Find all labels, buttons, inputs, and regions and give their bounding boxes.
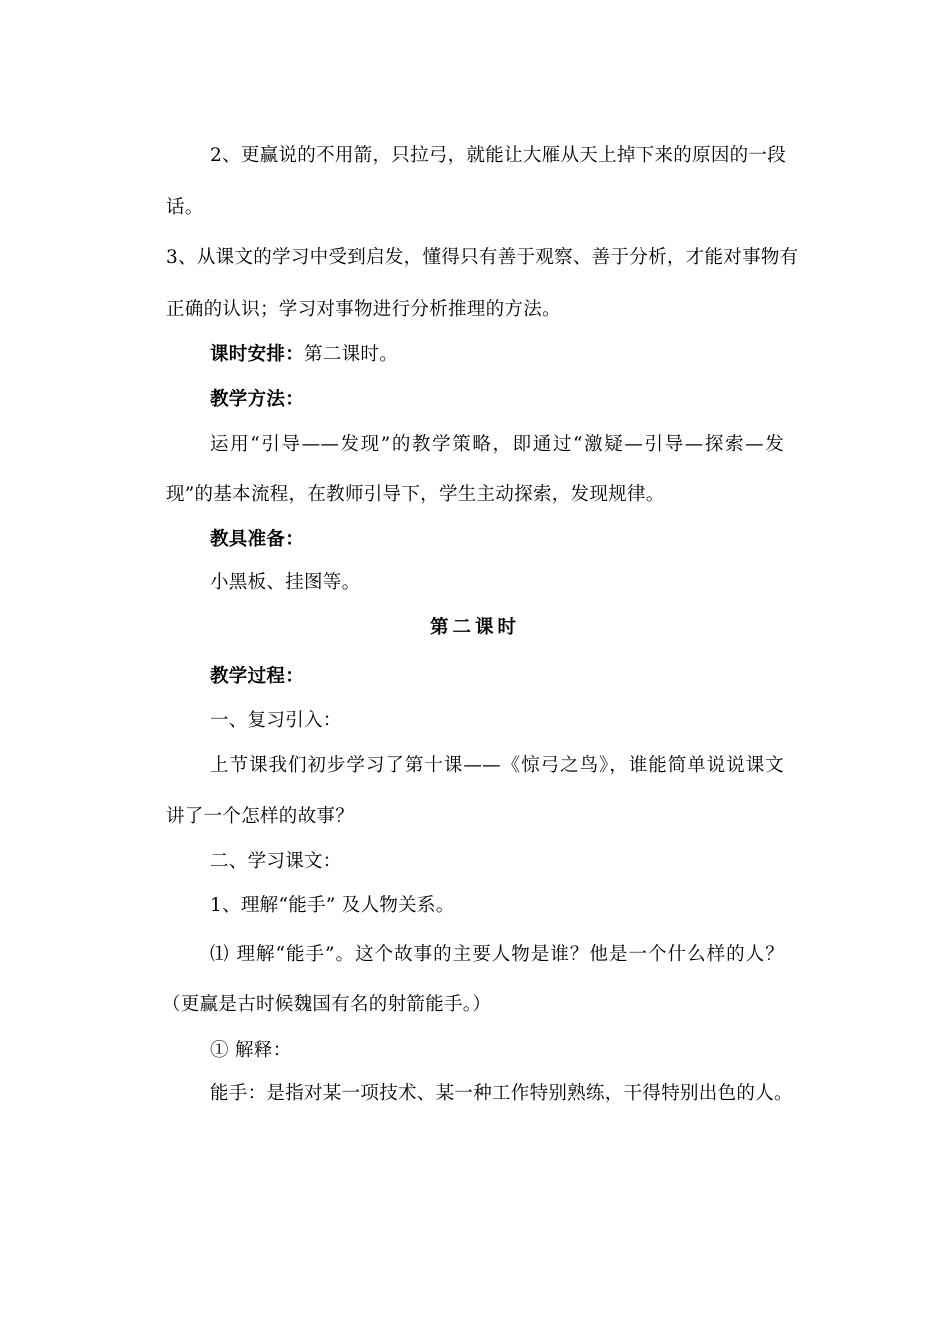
objective-3-line-2: 正确的认识；学习对事物进行分析推理的方法。 xyxy=(166,299,561,320)
section-title: 第二课时 xyxy=(429,617,520,638)
schedule-heading: 课时安排： xyxy=(210,344,305,365)
method-heading: 教学方法： xyxy=(210,389,305,410)
step-1-heading: 一、复习引入： xyxy=(210,710,342,731)
objective-3-line-1: 3、从课文的学习中受到启发，懂得只有善于观察、善于分析，才能对事物有 xyxy=(166,247,799,268)
objective-2-line-2: 话。 xyxy=(166,197,204,218)
objective-2-line-1: 2、更赢说的不用箭，只拉弓，就能让大雁从天上掉下来的原因的一段 xyxy=(210,145,787,166)
subsection-1-heading: 1、理解“能手” 及人物关系。 xyxy=(210,895,455,916)
review-line-2: 讲了一个怎样的故事？ xyxy=(166,806,355,827)
method-line-2: 现”的基本流程，在教师引导下，学生主动探索，发现规律。 xyxy=(166,484,665,505)
question-line-1: ⑴ 理解“能手”。这个故事的主要人物是谁？他是一个什么样的人？ xyxy=(210,944,784,965)
explain-heading: ① 解释： xyxy=(210,1040,292,1061)
review-line-1: 上节课我们初步学习了第十课——《惊弓之鸟》，谁能简单说说课文 xyxy=(210,755,784,776)
process-heading: 教学过程： xyxy=(210,666,305,687)
definition-line: 能手：是指对某一项技术、某一种工作特别熟练，干得特别出色的人。 xyxy=(210,1083,793,1104)
tools-heading: 教具准备： xyxy=(210,529,305,550)
schedule-line xyxy=(210,343,398,367)
schedule-value: 第二课时。 xyxy=(304,344,399,365)
tools-value: 小黑板、挂图等。 xyxy=(210,572,361,593)
question-line-2: （更赢是古时候魏国有名的射箭能手。） xyxy=(162,994,492,1015)
method-line-1: 运用“引导——发现”的教学策略，即通过“激疑—引导—探索—发 xyxy=(210,434,784,455)
step-2-heading: 二、学习课文： xyxy=(210,851,342,872)
